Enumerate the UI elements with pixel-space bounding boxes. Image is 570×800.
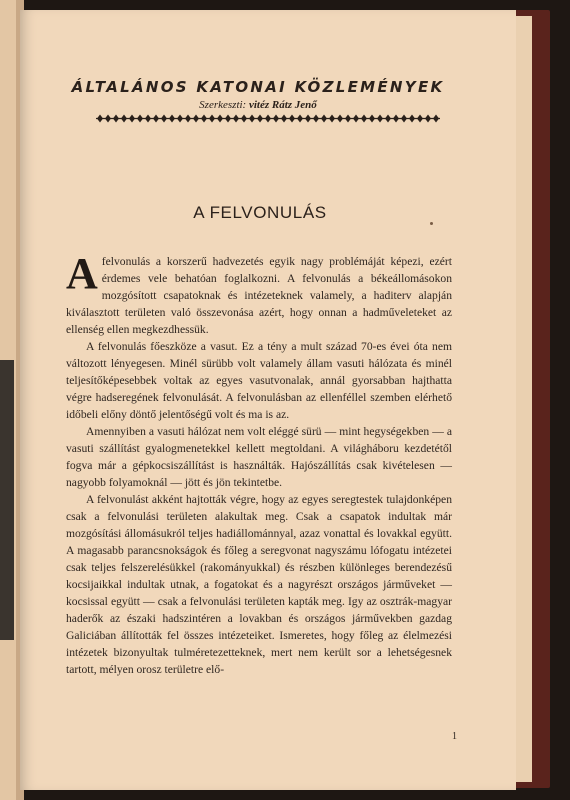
paragraph-1 bbox=[66, 249, 452, 338]
ornament-diamond bbox=[377, 115, 383, 123]
ornament-diamond bbox=[305, 115, 311, 123]
ornament-diamond bbox=[113, 115, 119, 123]
ornament-diamond bbox=[185, 115, 191, 123]
ornament-diamond bbox=[297, 115, 303, 123]
paper-fleck bbox=[430, 222, 433, 225]
editor-name: vitéz Rátz Jenő bbox=[248, 99, 317, 111]
ornament-diamond bbox=[329, 115, 335, 123]
ornamental-rule bbox=[96, 114, 440, 123]
ornament-diamond bbox=[425, 115, 431, 123]
article-body bbox=[66, 249, 452, 678]
ornament-diamond bbox=[177, 115, 183, 123]
ornament-diamond bbox=[433, 115, 439, 123]
ornament-diamond bbox=[217, 115, 223, 123]
ornament-diamond bbox=[129, 115, 135, 123]
journal-editor-line bbox=[68, 99, 448, 111]
ornament-diamond bbox=[97, 115, 103, 123]
ornament-diamond bbox=[193, 115, 199, 123]
ornament-diamond bbox=[289, 115, 295, 123]
ornament-diamond bbox=[393, 115, 399, 123]
ornament-diamond bbox=[209, 115, 215, 123]
page-number: 1 bbox=[452, 731, 457, 742]
ornament-diamond bbox=[401, 115, 407, 123]
ornament-diamond bbox=[137, 115, 143, 123]
ornament-diamond bbox=[161, 115, 167, 123]
ornament-diamond bbox=[265, 115, 271, 123]
ornament-diamond bbox=[241, 115, 247, 123]
article-title: A FELVONULÁS bbox=[193, 203, 327, 222]
ornament-diamond bbox=[361, 115, 367, 123]
ornament-diamond bbox=[313, 115, 319, 123]
ornament-diamond bbox=[273, 115, 279, 123]
paragraph-3: Amennyiben a vasuti hálózat nem volt eléggé sürü — mint hegységekben — a vasuti szállítást gyalogmenetekkel kellett megtoldani. A világháboru kezdetétől fogva már a gépkocsiszállítást is használták. Hajószállítás csak kivételesen — nagyobb folyamoknál — jött és jön tekintetbe. bbox=[66, 425, 452, 489]
ornament-diamond bbox=[337, 115, 343, 123]
ornament-diamond bbox=[281, 115, 287, 123]
ornament-diamond bbox=[169, 115, 175, 123]
ornament-diamond bbox=[369, 115, 375, 123]
ornament-diamond bbox=[225, 115, 231, 123]
ornament-diamond bbox=[345, 115, 351, 123]
ornament-diamond bbox=[257, 115, 263, 123]
ornament-diamond bbox=[121, 115, 127, 123]
ornament-diamond bbox=[409, 115, 415, 123]
ornament-diamond bbox=[353, 115, 359, 123]
paragraph-4: A felvonulást akként hajtották végre, hogy az egyes seregtestek tulajdonképen csak a felvonulási területen alakultak meg. Csak a csapatok indultak már mozgósítási állomásukról teljes hadiállománnyal, azaz vonattal és lovakkal együtt. A magasabb parancsnokságok és főleg a seregvonat nagyszámu lófogatu intézetei csak teljes felszerelésükkel (rakományukkal) és részben különleges berendezésű kocsijaikkal indultak utnak, a fogatokat és a nagyrészt országos járműveket — kocsissal együtt — csak a felvonulási területen kapták meg. Igy az osztrák-magyar haderők az északi hadszintéren a lovakban és országos járművekben gazdag Galiciában állították fel összes intézeteiket. Ismeretes, hogy főleg az élelmezési intézetek bizonyultak tulméretezetteknek, mert nem került sor a lehetségesnek tartott, mélyen orosz területre elő- bbox=[66, 493, 452, 676]
facing-page-photo bbox=[0, 360, 14, 640]
ornament-diamond bbox=[145, 115, 151, 123]
ornament-diamond bbox=[417, 115, 423, 123]
paragraph-text: felvonulás a korszerű hadvezetés egyik nagy problémáját képezi, ezért érdemes vele behatóan foglalkozni. A felvonulás a békeállomásokon mozgósított csapatoknak és intézeteknek valamely, a haditerv alapján kiválasztott területen való összevonása azért, hogy onnan a hadműveleteket az ellenség ellen megkezdhessük. bbox=[66, 255, 452, 336]
drop-cap: A bbox=[66, 249, 98, 298]
ornament-diamond bbox=[385, 115, 391, 123]
ornament-diamond bbox=[249, 115, 255, 123]
ornament-diamond bbox=[105, 115, 111, 123]
editor-prefix: Szerkeszti: bbox=[199, 99, 247, 111]
ornament-diamond bbox=[321, 115, 327, 123]
paragraph-2: A felvonulás főeszköze a vasut. Ez a tény a mult század 70-es évei óta nem változott lényegesen. Minél sürübb volt valamely állam vasuti hálózata és minél teljesítőképesebbek voltak az egyes vasutvonalak, annál gyorsabban hajthatta végre hadseregének felvonulását. A felvonulásban az ellenféllel szemben elérhető időbeli előny döntő jelentőségű volt és ma is az. bbox=[66, 340, 452, 421]
journal-title: ÁLTALÁNOS KATONAI KÖZLEMÉNYEK bbox=[71, 78, 445, 96]
ornament-diamond bbox=[233, 115, 239, 123]
ornament-diamond bbox=[201, 115, 207, 123]
ornament-diamond bbox=[153, 115, 159, 123]
